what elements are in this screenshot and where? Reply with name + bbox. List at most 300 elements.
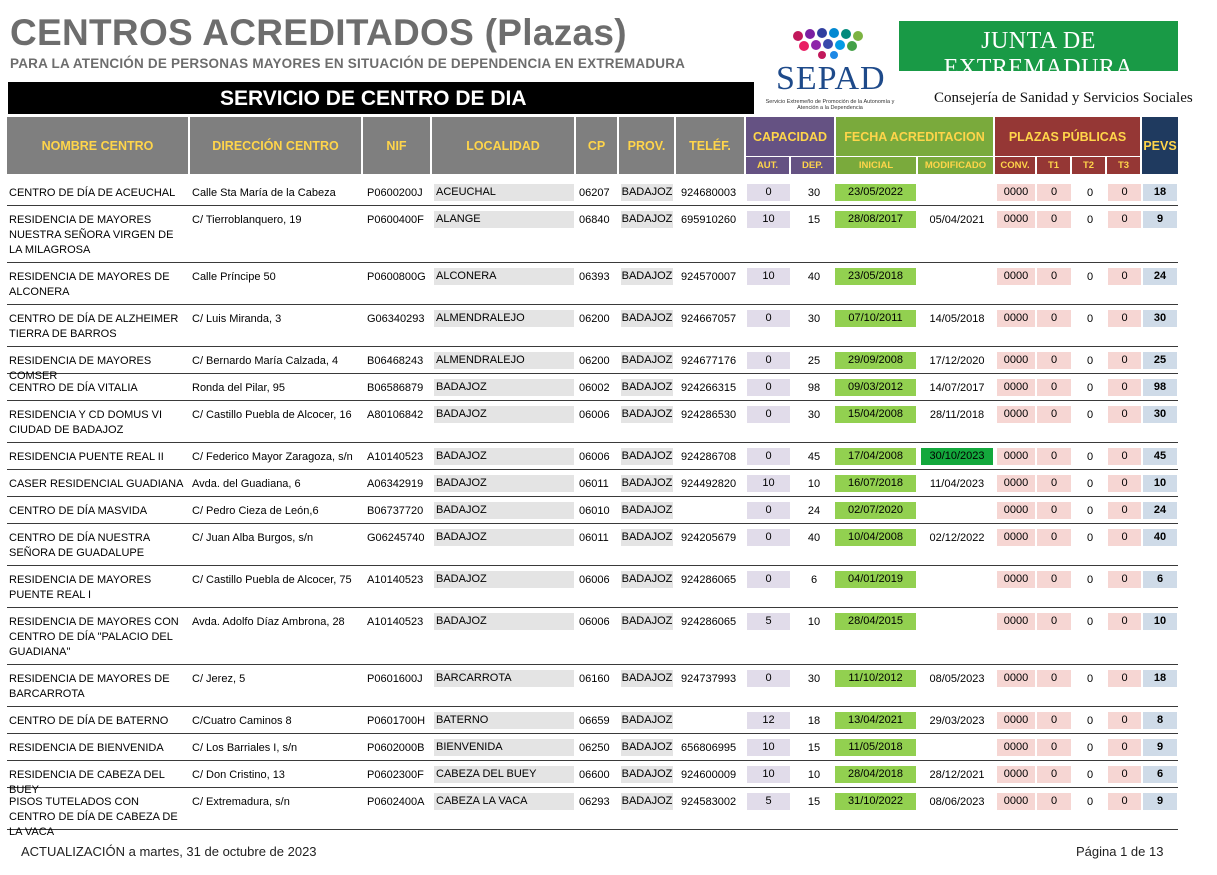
cell-aut: 0 (747, 502, 790, 519)
cell-t1: 0 (1037, 211, 1071, 228)
cell-conv: 0000 (997, 529, 1035, 546)
cell-nif: G06340293 (367, 313, 425, 325)
cell-telef: 924286065 (681, 616, 737, 628)
cell-dep: 10 (807, 478, 821, 490)
table-row (7, 608, 1178, 665)
col-t3: T3 (1107, 157, 1140, 174)
cell-dep: 45 (807, 451, 821, 463)
table-body (7, 179, 1178, 838)
cell-t3: 0 (1108, 502, 1141, 519)
cell-inicial: 13/04/2021 (835, 712, 916, 729)
page-number: Página 1 de 13 (1076, 844, 1164, 859)
cell-inicial: 09/03/2012 (835, 379, 916, 396)
cell-prov: BADAJOZ (621, 379, 673, 396)
cell-conv: 0000 (997, 268, 1035, 285)
cell-telef: 924737993 (681, 673, 737, 685)
cell-nif: A10140523 (367, 616, 424, 628)
cell-nif: P0601600J (367, 673, 423, 685)
cell-t1: 0 (1037, 739, 1071, 756)
cell-conv: 0000 (997, 739, 1035, 756)
cell-direccion: C/ Extremadura, s/n (192, 796, 290, 808)
col-plazas: PLAZAS PÚBLICAS (995, 117, 1140, 156)
cell-conv: 0000 (997, 712, 1035, 729)
cell-prov: BADAJOZ (621, 670, 673, 687)
cell-modificado: 28/11/2018 (929, 409, 985, 421)
cell-telef: 924492820 (681, 478, 737, 490)
cell-t1: 0 (1037, 406, 1071, 423)
cell-t1: 0 (1037, 670, 1071, 687)
cell-dep: 30 (807, 187, 821, 199)
cell-telef: 924583002 (681, 796, 737, 808)
col-modificado: MODIFICADO (918, 157, 993, 174)
cell-pevs: 30 (1143, 406, 1177, 423)
table-row (7, 734, 1178, 761)
cell-t2: 0 (1086, 532, 1094, 544)
cell-inicial: 15/04/2008 (835, 406, 916, 423)
cell-prov: BADAJOZ (621, 712, 673, 729)
cell-dep: 24 (807, 505, 821, 517)
cell-cp: 06207 (579, 187, 610, 199)
cell-modificado: 29/03/2023 (929, 715, 985, 727)
cell-nombre: CENTRO DE DÍA VITALIA (9, 382, 138, 394)
cell-t3: 0 (1108, 475, 1141, 492)
cell-nif: P0600200J (367, 187, 423, 199)
table-row (7, 524, 1178, 566)
cell-localidad: BATERNO (434, 712, 574, 729)
cell-prov: BADAJOZ (621, 268, 673, 285)
cell-nombre: CASER RESIDENCIAL GUADIANA (9, 478, 184, 490)
cell-pevs: 10 (1143, 475, 1177, 492)
cell-direccion: C/ Bernardo María Calzada, 4 (192, 355, 339, 367)
col-fecha: FECHA ACREDITACION (836, 117, 993, 156)
cell-aut: 0 (747, 571, 790, 588)
cell-t1: 0 (1037, 529, 1071, 546)
cell-telef: 924667057 (681, 313, 737, 325)
cell-aut: 0 (747, 352, 790, 369)
cell-nombre: RESIDENCIA DE MAYORES NUESTRA SEÑORA VIRGEN DE LA MILAGROSA (9, 214, 174, 256)
cell-cp: 06002 (579, 382, 610, 394)
cell-t1: 0 (1037, 448, 1071, 465)
cell-t2: 0 (1086, 505, 1094, 517)
col-cp: CP (576, 117, 617, 174)
cell-nif: A06342919 (367, 478, 424, 490)
cell-modificado: 14/07/2017 (929, 382, 985, 394)
cell-prov: BADAJOZ (621, 739, 673, 756)
cell-t1: 0 (1037, 766, 1071, 783)
cell-aut: 10 (747, 739, 790, 756)
cell-nombre: RESIDENCIA Y CD DOMUS VI CIUDAD DE BADAJOZ (9, 409, 163, 436)
cell-nif: B06737720 (367, 505, 424, 517)
cell-inicial: 04/01/2019 (835, 571, 916, 588)
cell-modificado: 02/12/2022 (929, 532, 985, 544)
col-telef: TELÉF. (676, 117, 744, 174)
cell-direccion: Calle Sta María de la Cabeza (192, 187, 336, 199)
cell-nif: P0601700H (367, 715, 426, 727)
table-row (7, 665, 1178, 707)
cell-pevs: 18 (1143, 670, 1177, 687)
cell-t2: 0 (1086, 478, 1094, 490)
subtitle: PARA LA ATENCIÓN DE PERSONAS MAYORES EN SITUACIÓN DE DEPENDENCIA EN EXTREMADURA (10, 56, 686, 71)
cell-prov: BADAJOZ (621, 475, 673, 492)
cell-t3: 0 (1108, 766, 1141, 783)
cell-inicial: 17/04/2008 (835, 448, 916, 465)
cell-localidad: BADAJOZ (434, 613, 574, 630)
cell-prov: BADAJOZ (621, 184, 673, 201)
cell-aut: 0 (747, 310, 790, 327)
cell-inicial: 31/10/2022 (835, 793, 916, 810)
cell-pevs: 8 (1143, 712, 1177, 729)
table-row (7, 443, 1178, 470)
cell-dep: 18 (807, 715, 821, 727)
sepad-wordmark: SEPAD (776, 60, 886, 97)
cell-t2: 0 (1086, 742, 1094, 754)
cell-prov: BADAJOZ (621, 793, 673, 810)
cell-nif: B06586879 (367, 382, 424, 394)
table-row (7, 263, 1178, 305)
cell-t3: 0 (1108, 739, 1141, 756)
cell-conv: 0000 (997, 613, 1035, 630)
col-nombre: NOMBRE CENTRO (7, 117, 188, 174)
cell-cp: 06659 (579, 715, 610, 727)
cell-dep: 40 (807, 271, 821, 283)
cell-cp: 06006 (579, 616, 610, 628)
cell-aut: 10 (747, 766, 790, 783)
cell-inicial: 07/10/2011 (835, 310, 916, 327)
cell-pevs: 18 (1143, 184, 1177, 201)
cell-nombre: CENTRO DE DÍA DE BATERNO (9, 715, 169, 727)
cell-direccion: Avda. del Guadiana, 6 (192, 478, 301, 490)
cell-cp: 06160 (579, 673, 610, 685)
cell-dep: 10 (807, 769, 821, 781)
junta-logo (899, 21, 1178, 81)
cell-dep: 30 (807, 673, 821, 685)
cell-cp: 06011 (579, 478, 609, 490)
cell-direccion: C/ Tierroblanquero, 19 (192, 214, 302, 226)
cell-nif: A10140523 (367, 574, 424, 586)
cell-pevs: 6 (1143, 571, 1177, 588)
cell-conv: 0000 (997, 502, 1035, 519)
cell-t2: 0 (1086, 382, 1094, 394)
cell-t3: 0 (1108, 352, 1141, 369)
cell-localidad: BADAJOZ (434, 448, 574, 465)
cell-t2: 0 (1086, 214, 1094, 226)
cell-cp: 06006 (579, 451, 610, 463)
cell-localidad: BADAJOZ (434, 379, 574, 396)
cell-t2: 0 (1086, 769, 1094, 781)
cell-t3: 0 (1108, 379, 1141, 396)
cell-localidad: BADAJOZ (434, 571, 574, 588)
cell-inicial: 23/05/2018 (835, 268, 916, 285)
cell-prov: BADAJOZ (621, 448, 673, 465)
cell-aut: 5 (747, 793, 790, 810)
cell-modificado: 28/12/2021 (929, 769, 985, 781)
cell-localidad: ALMENDRALEJO (434, 352, 574, 369)
col-aut: AUT. (746, 157, 789, 174)
cell-t1: 0 (1037, 502, 1071, 519)
cell-pevs: 98 (1143, 379, 1177, 396)
cell-aut: 0 (747, 448, 790, 465)
cell-direccion: C/ Castillo Puebla de Alcocer, 75 (192, 574, 352, 586)
cell-conv: 0000 (997, 571, 1035, 588)
cell-prov: BADAJOZ (621, 211, 673, 228)
cell-cp: 06200 (579, 313, 610, 325)
cell-t2: 0 (1086, 715, 1094, 727)
cell-nif: G06245740 (367, 532, 425, 544)
cell-conv: 0000 (997, 766, 1035, 783)
col-localidad: LOCALIDAD (432, 117, 574, 174)
cell-nombre: CENTRO DE DÍA DE ACEUCHAL (9, 187, 176, 199)
cell-t3: 0 (1108, 211, 1141, 228)
cell-dep: 6 (810, 574, 818, 586)
col-dep: DEP. (791, 157, 834, 174)
cell-t1: 0 (1037, 310, 1071, 327)
consejeria-label: Consejería de Sanidad y Servicios Sociales (934, 90, 1193, 106)
cell-t2: 0 (1086, 616, 1094, 628)
cell-inicial: 29/09/2008 (835, 352, 916, 369)
service-title: SERVICIO DE CENTRO DE DIA (220, 87, 527, 110)
cell-direccion: C/ Luis Miranda, 3 (192, 313, 282, 325)
cell-pevs: 9 (1143, 739, 1177, 756)
table-row (7, 566, 1178, 608)
cell-conv: 0000 (997, 211, 1035, 228)
cell-t3: 0 (1108, 310, 1141, 327)
cell-pevs: 10 (1143, 613, 1177, 630)
cell-nombre: CENTRO DE DÍA NUESTRA SEÑORA DE GUADALUPE (9, 532, 150, 559)
cell-direccion: C/ Los Barriales I, s/n (192, 742, 298, 754)
cell-direccion: Calle Príncipe 50 (192, 271, 276, 283)
cell-t3: 0 (1108, 184, 1141, 201)
cell-localidad: BADAJOZ (434, 502, 574, 519)
cell-t1: 0 (1037, 475, 1071, 492)
sepad-dots-icon (792, 28, 872, 60)
col-capacidad: CAPACIDAD (746, 117, 834, 156)
cell-telef: 924266315 (681, 382, 737, 394)
table-row (7, 788, 1178, 838)
cell-nombre: RESIDENCIA DE MAYORES CON CENTRO DE DÍA "PALACIO DEL GUADIANA" (9, 616, 179, 658)
cell-telef: 924205679 (681, 532, 737, 544)
cell-telef: 695910260 (681, 214, 737, 226)
cell-telef: 924677176 (681, 355, 737, 367)
cell-pevs: 24 (1143, 268, 1177, 285)
col-pevs: PEVS (1142, 117, 1178, 174)
cell-aut: 10 (747, 211, 790, 228)
cell-cp: 06200 (579, 355, 610, 367)
cell-localidad: ACEUCHAL (434, 184, 574, 201)
cell-conv: 0000 (997, 310, 1035, 327)
cell-localidad: ALMENDRALEJO (434, 310, 574, 327)
cell-direccion: C/ Federico Mayor Zaragoza, s/n (192, 451, 353, 463)
cell-nif: P0600400F (367, 214, 424, 226)
cell-localidad: CABEZA LA VACA (434, 793, 574, 810)
col-prov: PROV. (619, 117, 674, 174)
cell-conv: 0000 (997, 448, 1035, 465)
cell-direccion: C/ Castillo Puebla de Alcocer, 16 (192, 409, 352, 421)
cell-nif: P0602400A (367, 796, 425, 808)
cell-t3: 0 (1108, 613, 1141, 630)
cell-telef: 924600009 (681, 769, 737, 781)
cell-nombre: RESIDENCIA PUENTE REAL II (9, 451, 164, 463)
cell-cp: 06393 (579, 271, 610, 283)
cell-dep: 30 (807, 409, 821, 421)
cell-t1: 0 (1037, 793, 1071, 810)
cell-prov: BADAJOZ (621, 571, 673, 588)
cell-nif: P0602000B (367, 742, 425, 754)
cell-conv: 0000 (997, 406, 1035, 423)
cell-inicial: 10/04/2008 (835, 529, 916, 546)
cell-telef: 924286708 (681, 451, 737, 463)
cell-t1: 0 (1037, 352, 1071, 369)
cell-t2: 0 (1086, 409, 1094, 421)
col-t1: T1 (1037, 157, 1070, 174)
cell-prov: BADAJOZ (621, 766, 673, 783)
cell-localidad: BADAJOZ (434, 406, 574, 423)
service-bar (8, 82, 754, 114)
update-date: ACTUALIZACIÓN a martes, 31 de octubre de 2023 (21, 844, 317, 859)
cell-dep: 40 (807, 532, 821, 544)
sepad-caption: Servicio Extremeño de Promoción de la Autonomía y Atención a la Dependencia (765, 99, 895, 111)
cell-modificado: 14/05/2018 (929, 313, 985, 325)
cell-dep: 15 (807, 742, 821, 754)
table-row (7, 497, 1178, 524)
cell-cp: 06010 (579, 505, 610, 517)
table-row (7, 206, 1178, 263)
cell-telef: 656806995 (681, 742, 737, 754)
cell-prov: BADAJOZ (621, 502, 673, 519)
cell-inicial: 23/05/2022 (835, 184, 916, 201)
cell-telef: 924286530 (681, 409, 737, 421)
cell-aut: 0 (747, 379, 790, 396)
cell-aut: 0 (747, 406, 790, 423)
cell-aut: 5 (747, 613, 790, 630)
cell-t2: 0 (1086, 187, 1094, 199)
cell-telef: 924570007 (681, 271, 737, 283)
table-row (7, 707, 1178, 734)
table-row (7, 347, 1178, 382)
cell-localidad: ALANGE (434, 211, 574, 228)
table-row (7, 401, 1178, 443)
cell-pevs: 30 (1143, 310, 1177, 327)
table-header (7, 117, 1178, 174)
sepad-logo (760, 24, 900, 114)
cell-t2: 0 (1086, 574, 1094, 586)
cell-aut: 10 (747, 268, 790, 285)
cell-pevs: 40 (1143, 529, 1177, 546)
cell-conv: 0000 (997, 793, 1035, 810)
col-inicial: INICIAL (836, 157, 916, 174)
cell-direccion: Ronda del Pilar, 95 (192, 382, 285, 394)
cell-modificado: 05/04/2021 (929, 214, 985, 226)
cell-localidad: BARCARROTA (434, 670, 574, 687)
cell-inicial: 28/08/2017 (835, 211, 916, 228)
col-nif: NIF (363, 117, 430, 174)
cell-telef: 924680003 (681, 187, 737, 199)
cell-t2: 0 (1086, 313, 1094, 325)
cell-modificado: 11/04/2023 (929, 478, 985, 490)
cell-cp: 06006 (579, 574, 610, 586)
cell-direccion: Avda. Adolfo Díaz Ambrona, 28 (192, 616, 345, 628)
col-conv: CONV. (995, 157, 1035, 174)
cell-cp: 06011 (579, 532, 609, 544)
cell-t2: 0 (1086, 271, 1094, 283)
cell-modificado: 17/12/2020 (929, 355, 985, 367)
cell-prov: BADAJOZ (621, 613, 673, 630)
cell-direccion: C/ Jerez, 5 (192, 673, 246, 685)
cell-modificado: 08/05/2023 (929, 673, 985, 685)
cell-aut: 0 (747, 529, 790, 546)
cell-t3: 0 (1108, 670, 1141, 687)
cell-inicial: 11/10/2012 (835, 670, 916, 687)
cell-pevs: 45 (1143, 448, 1177, 465)
cell-nif: B06468243 (367, 355, 424, 367)
cell-prov: BADAJOZ (621, 406, 673, 423)
cell-inicial: 11/05/2018 (835, 739, 916, 756)
cell-localidad: BADAJOZ (434, 529, 574, 546)
table-row (7, 761, 1178, 796)
cell-nif: P0602300F (367, 769, 424, 781)
cell-nombre: RESIDENCIA DE MAYORES DE ALCONERA (9, 271, 170, 298)
cell-nombre: RESIDENCIA DE CABEZA DEL BUEY (9, 769, 165, 796)
cell-conv: 0000 (997, 352, 1035, 369)
cell-t1: 0 (1037, 712, 1071, 729)
cell-nombre: RESIDENCIA DE MAYORES PUENTE REAL I (9, 574, 152, 601)
cell-dep: 10 (807, 616, 821, 628)
cell-t2: 0 (1086, 355, 1094, 367)
cell-conv: 0000 (997, 670, 1035, 687)
cell-t1: 0 (1037, 268, 1071, 285)
cell-conv: 0000 (997, 475, 1035, 492)
cell-nombre: CENTRO DE DÍA MASVIDA (9, 505, 148, 517)
cell-t3: 0 (1108, 529, 1141, 546)
cell-pevs: 25 (1143, 352, 1177, 369)
table-row (7, 470, 1178, 497)
cell-modificado: 08/06/2023 (929, 796, 985, 808)
junta-text: JUNTA DE EXTREMADURA (943, 28, 1134, 81)
cell-inicial: 28/04/2018 (835, 766, 916, 783)
cell-pevs: 6 (1143, 766, 1177, 783)
table-row (7, 374, 1178, 401)
cell-t2: 0 (1086, 796, 1094, 808)
cell-dep: 15 (807, 796, 821, 808)
cell-dep: 30 (807, 313, 821, 325)
cell-t1: 0 (1037, 613, 1071, 630)
col-direccion: DIRECCIÓN CENTRO (190, 117, 361, 174)
cell-t3: 0 (1108, 268, 1141, 285)
cell-pevs: 9 (1143, 793, 1177, 810)
cell-dep: 15 (807, 214, 821, 226)
cell-localidad: BIENVENIDA (434, 739, 574, 756)
cell-direccion: C/ Pedro Cieza de León,6 (192, 505, 319, 517)
cell-t1: 0 (1037, 379, 1071, 396)
cell-direccion: C/ Juan Alba Burgos, s/n (192, 532, 314, 544)
cell-localidad: CABEZA DEL BUEY (434, 766, 574, 783)
cell-modificado: 30/10/2023 (921, 448, 993, 465)
cell-telef: 924286065 (681, 574, 737, 586)
cell-nombre: PISOS TUTELADOS CON CENTRO DE DÍA DE CABEZA DE LA VACA (9, 796, 178, 838)
cell-nif: P0600800G (367, 271, 426, 283)
cell-cp: 06600 (579, 769, 610, 781)
cell-pevs: 9 (1143, 211, 1177, 228)
cell-nombre: RESIDENCIA DE MAYORES COMSER (9, 355, 152, 382)
cell-direccion: C/ Don Cristino, 13 (192, 769, 285, 781)
cell-aut: 12 (747, 712, 790, 729)
cell-t3: 0 (1108, 406, 1141, 423)
cell-aut: 0 (747, 670, 790, 687)
cell-nif: A80106842 (367, 409, 424, 421)
cell-conv: 0000 (997, 379, 1035, 396)
cell-t2: 0 (1086, 673, 1094, 685)
table-row (7, 179, 1178, 206)
cell-prov: BADAJOZ (621, 529, 673, 546)
